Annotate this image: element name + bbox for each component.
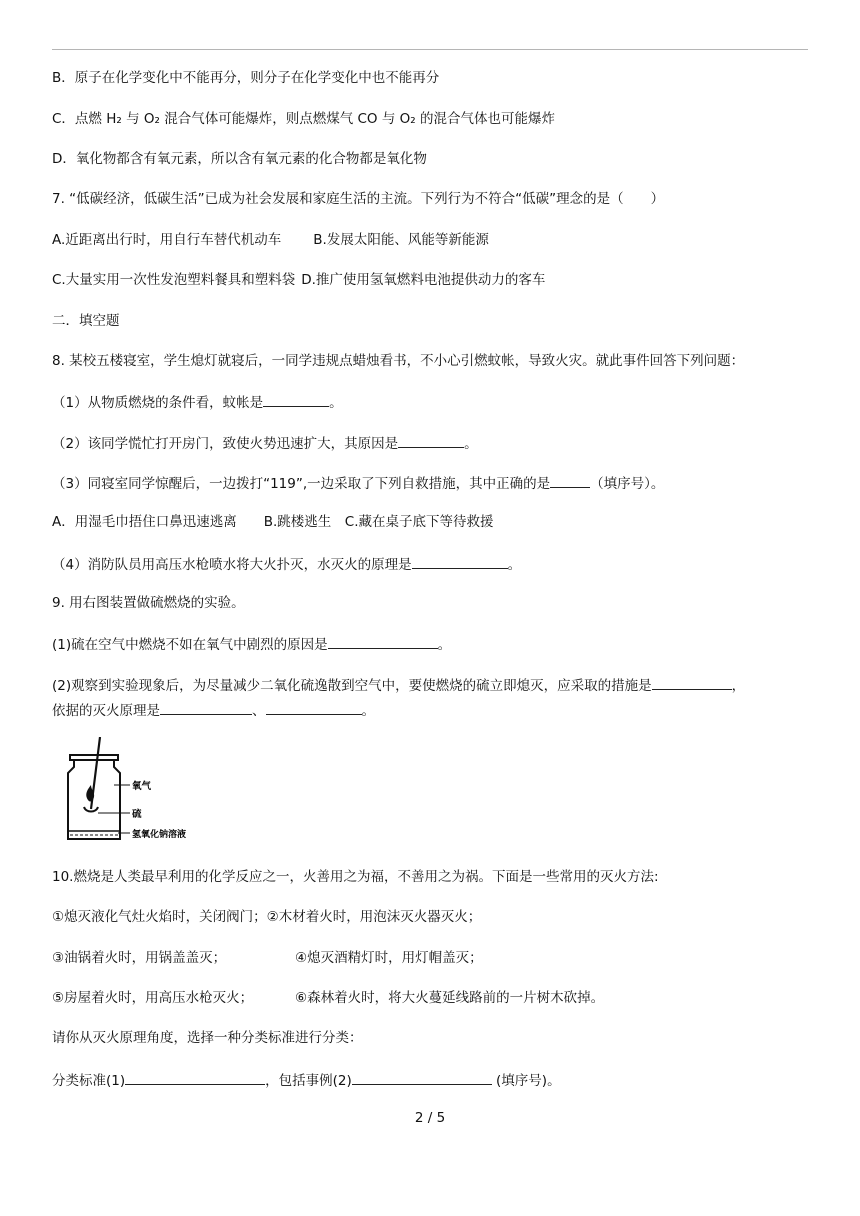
question-7: 7. “低碳经济，低碳生活”已成为社会发展和家庭生活的主流。下列行为不符合“低碳”理念的是（ ） (52, 191, 665, 207)
q7-option-d: D.推广使用氢氧燃料电池提供动力的客车 (301, 272, 546, 288)
question-8-part4: （4）消防队员用高压水枪喷水将大火扑灭，水灭火的原理是 。 (52, 554, 521, 574)
jar-lid (70, 755, 118, 760)
sulfur-combustion-apparatus-figure (58, 737, 188, 845)
figure-label-naoh: 氢氧化钠溶液 (132, 830, 187, 840)
q7-option-a: A.近距离出行时，用自行车替代机动车 (52, 232, 282, 248)
answer-blank[interactable] (652, 675, 732, 690)
figure-label-oxygen: 氧气 (132, 781, 152, 792)
q7-option-b: B.发展太阳能、风能等新能源 (313, 232, 489, 248)
section-heading: 二．填空题 (52, 313, 120, 329)
answer-blank[interactable] (398, 433, 464, 448)
question-10: 10.燃烧是人类最早利用的化学反应之一，火善用之为福，不善用之为祸。下面是一些常用的灭火方法: (52, 869, 659, 885)
option-d: D．氧化物都含有氧元素，所以含有氧元素的化合物都是氧化物 (52, 151, 427, 167)
question-9-part2: (2)观察到实验现象后，为尽量减少二氧化硫逸散到空气中，要使燃烧的硫立即熄灭，应采取的措施是 ， (52, 675, 745, 695)
q7-option-c: C.大量实用一次性发泡塑料餐具和塑料袋 (52, 272, 296, 288)
question-8: 8. 某校五楼寝室，学生熄灯就寝后，一同学违规点蜡烛看书，不小心引燃蚊帐，导致火灾。就此事件回答下列问题： (52, 353, 745, 369)
question-7-options-row2 (52, 271, 545, 289)
question-9-part3: 依据的灭火原理是 、 。 (52, 700, 375, 720)
question-8-part1: （1）从物质燃烧的条件看，蚊帐是 。 (52, 392, 343, 412)
answer-blank[interactable] (160, 700, 252, 715)
answer-blank[interactable] (263, 392, 329, 407)
question-8-options: A．用湿毛巾捂住口鼻迅速逃离 B.跳楼逃生 C.藏在桌子底下等待救援 (52, 514, 494, 530)
header-rule (52, 49, 808, 50)
answer-blank[interactable] (125, 1070, 265, 1085)
question-8-part3: （3）同寝室同学惊醒后，一边拨打“119”,一边采取了下列自救措施，其中正确的是 （填序号）。 (52, 473, 664, 493)
page-number: 2 / 5 (414, 1110, 446, 1126)
figure-label-sulfur: 硫 (132, 809, 142, 820)
answer-blank[interactable] (550, 473, 590, 488)
question-10-row2: ③油锅着火时，用锅盖盖灭； ④熄灭酒精灯时，用灯帽盖灭； (52, 950, 483, 966)
question-10-ask: 请你从灭火原理角度，选择一种分类标准进行分类： (52, 1030, 363, 1046)
question-9-part1: (1)硫在空气中燃烧不如在氧气中剧烈的原因是 。 (52, 634, 451, 654)
question-8-part2: （2）该同学慌忙打开房门，致使火势迅速扩大，其原因是 。 (52, 433, 478, 453)
question-7-options-row1 (52, 231, 489, 249)
answer-blank[interactable] (352, 1070, 492, 1085)
option-c: C．点燃 H₂ 与 O₂ 混合气体可能爆炸，则点燃煤气 CO 与 O₂ 的混合气体也可能爆炸 (52, 111, 555, 127)
option-b: B．原子在化学变化中不能再分，则分子在化学变化中也不能再分 (52, 70, 440, 86)
gas-jar (68, 760, 120, 839)
question-10-answer: 分类标准(1) ，包括事例(2) (填序号)。 (52, 1070, 561, 1090)
question-10-row3: ⑤房屋着火时，用高压水枪灭火； ⑥森林着火时，将大火蔓延线路前的一片树木砍掉。 (52, 990, 605, 1006)
question-9: 9. 用右图装置做硫燃烧的实验。 (52, 595, 245, 611)
answer-blank[interactable] (266, 700, 362, 715)
answer-blank[interactable] (328, 634, 438, 649)
answer-blank[interactable] (412, 554, 508, 569)
question-10-row1: ①熄灭液化气灶火焰时，关闭阀门；②木材着火时，用泡沫灭火器灭火； (52, 909, 482, 925)
